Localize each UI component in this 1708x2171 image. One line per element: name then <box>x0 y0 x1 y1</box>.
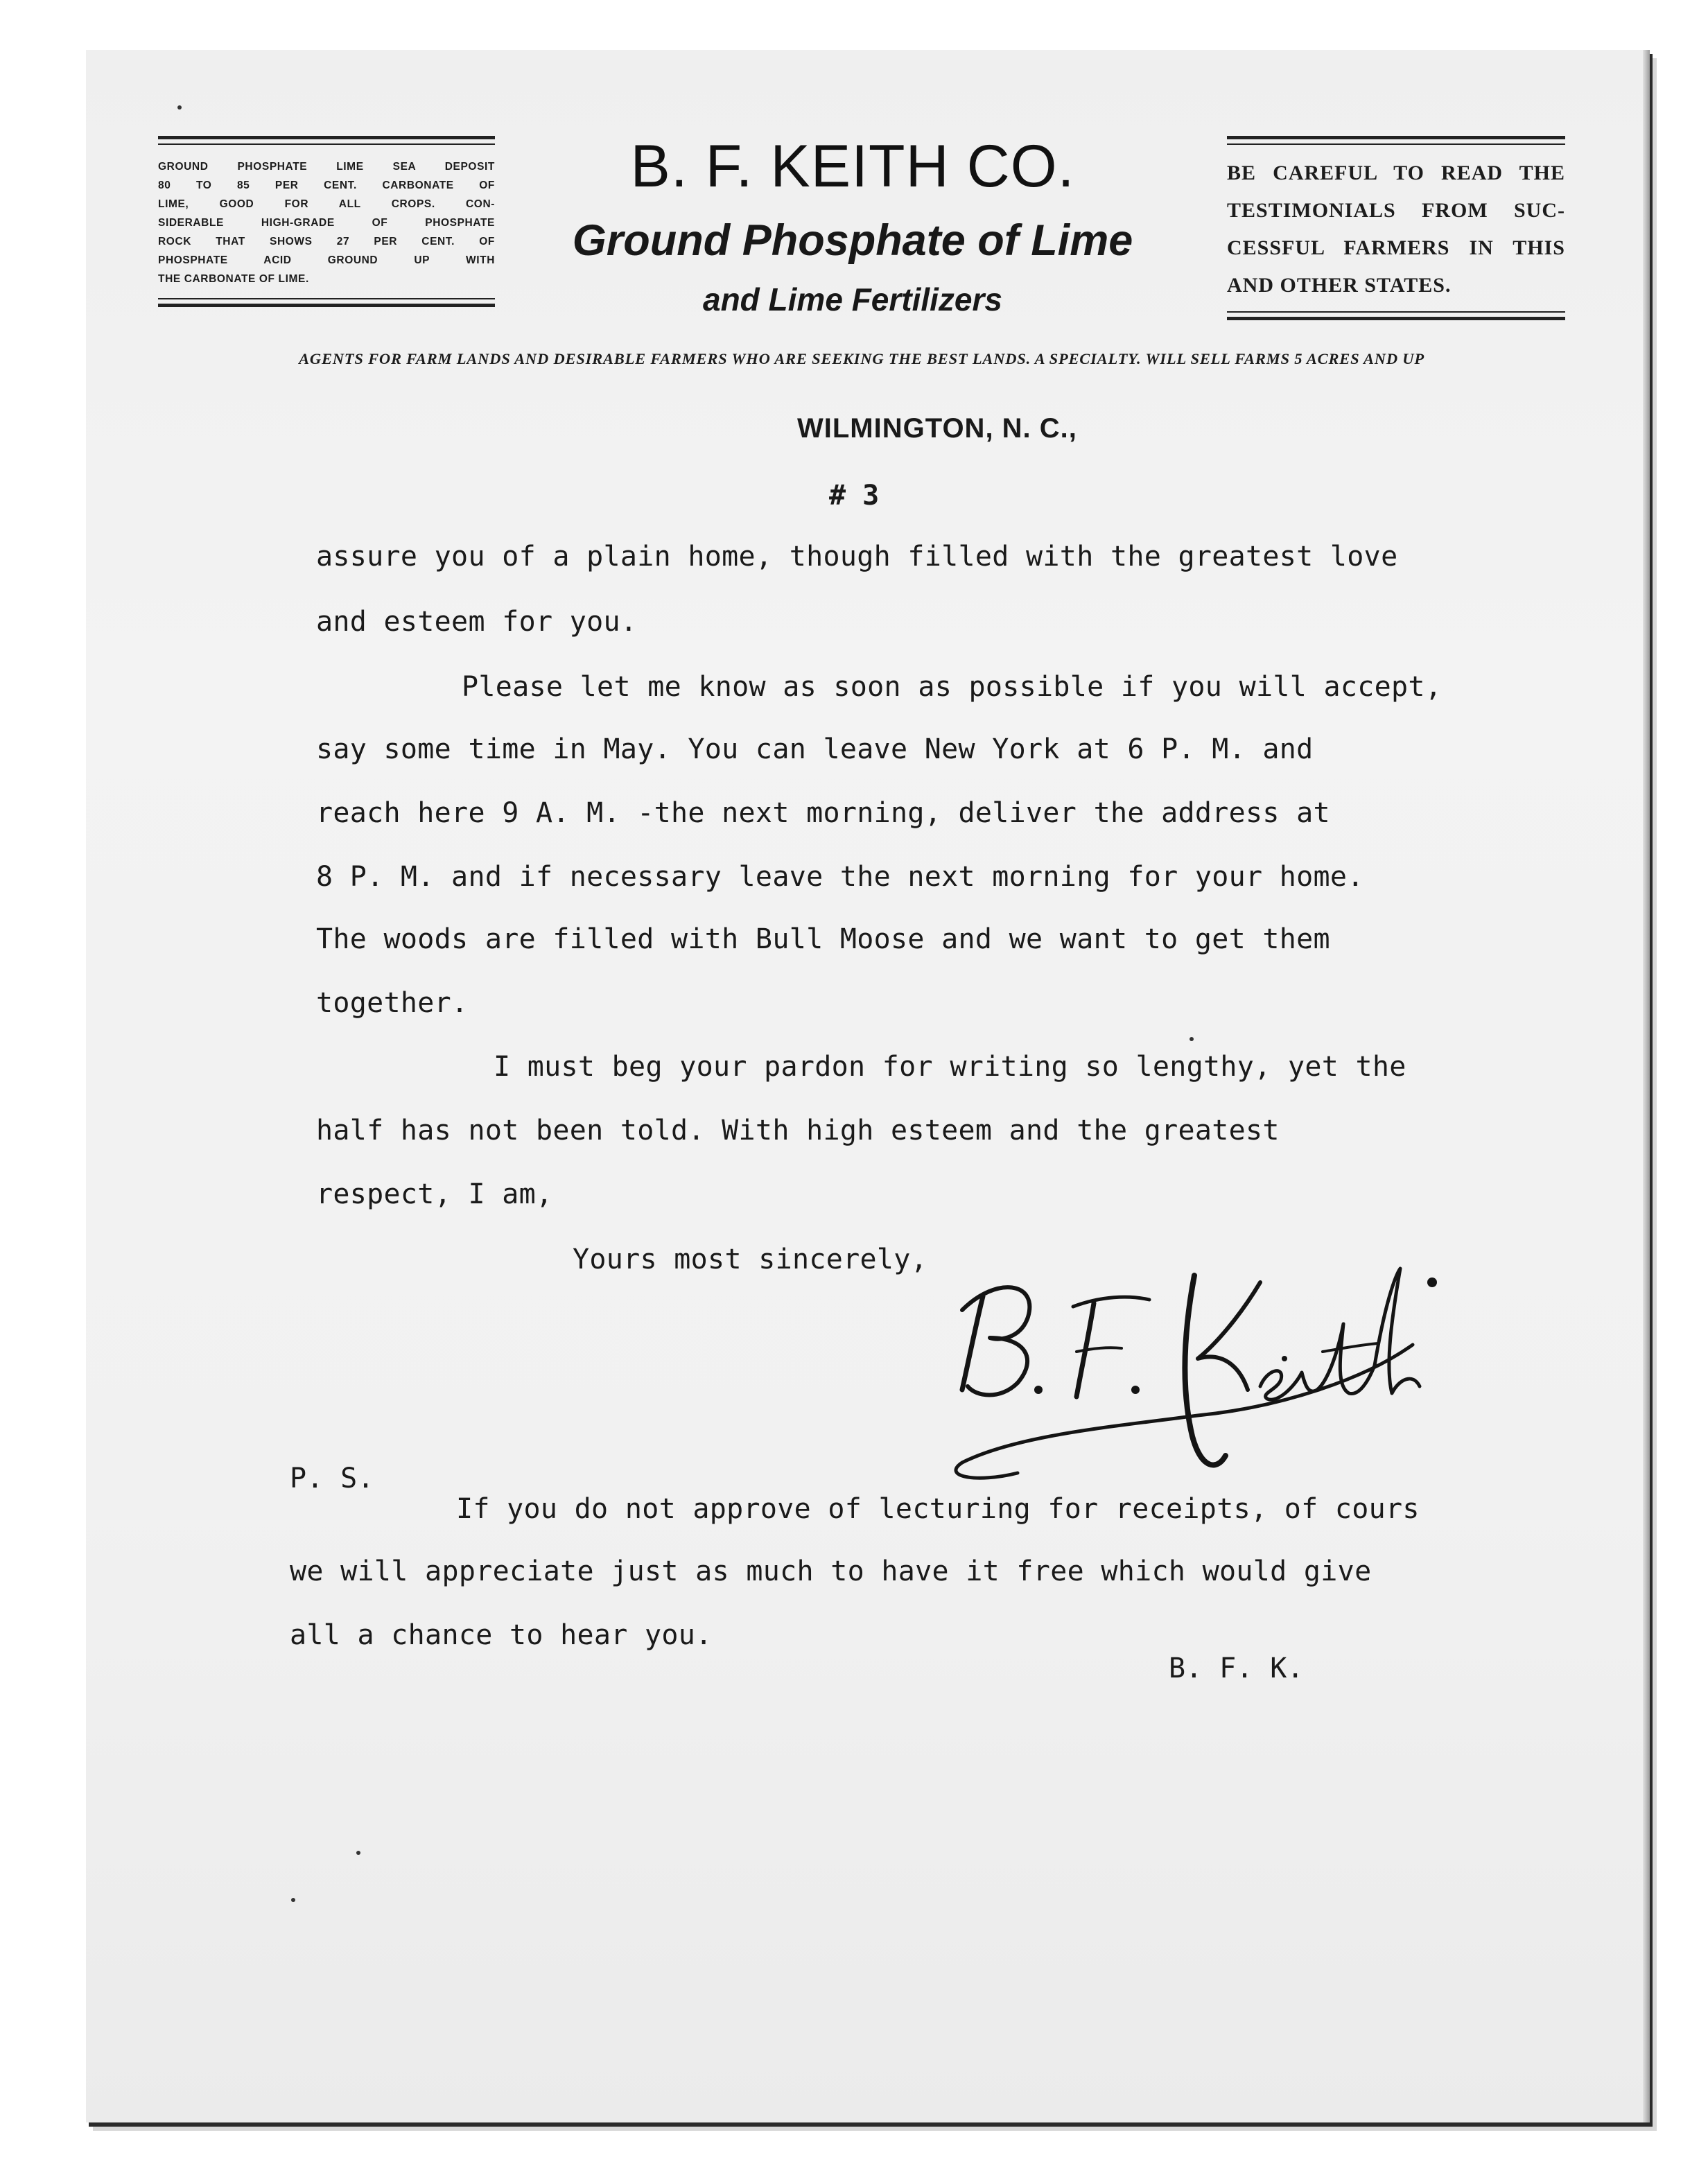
body-line: I must beg your pardon for writing so lengthy, yet the <box>494 1051 1406 1083</box>
ps-line: we will appreciate just as much to have it free which would give <box>290 1555 1372 1587</box>
paper-speck <box>177 105 182 110</box>
city-line: WILMINGTON, N. C., <box>797 413 1077 444</box>
left-box-line: 80 TO 85 PER CENT. CARBONATE OF <box>158 180 495 191</box>
body-line: and esteem for you. <box>316 606 638 638</box>
body-line: half has not been told. With high esteem and the greatest <box>316 1115 1280 1146</box>
letterhead-center <box>541 132 1165 327</box>
paper-speck <box>356 1851 360 1855</box>
left-box-line: LIME, GOOD FOR ALL CROPS. CON- <box>158 198 495 210</box>
page-number: # 3 <box>829 480 880 512</box>
body-line: Please let me know as soon as possible if you will accept, <box>462 671 1443 703</box>
paper-speck <box>1190 1037 1194 1041</box>
right-box-line: AND OTHER STATES. <box>1227 274 1452 297</box>
initials: B. F. K. <box>1169 1653 1305 1684</box>
letterhead-right-box <box>1227 136 1565 320</box>
closing-line: Yours most sincerely, <box>573 1244 928 1275</box>
ps-label: P. S. <box>290 1463 374 1494</box>
ps-line: If you do not approve of lecturing for receipts, of cours <box>456 1493 1420 1525</box>
ps-line: all a chance to hear you. <box>290 1619 713 1651</box>
left-box-line: SIDERABLE HIGH-GRADE OF PHOSPHATE <box>158 217 495 229</box>
agents-line: AGENTS FOR FARM LANDS AND DESIRABLE FARMERS WHO ARE SEEKING THE BEST LANDS. A SPECIALTY. WILL SELL FARMS 5 ACRES AND UP <box>299 350 1424 367</box>
right-box-line: TESTIMONIALS FROM SUC- <box>1227 199 1565 222</box>
company-tagline: Ground Phosphate of Lime <box>572 216 1133 265</box>
company-name: B. F. KEITH CO. <box>630 133 1075 200</box>
body-line: say some time in May. You can leave New York at 6 P. M. and <box>316 733 1314 765</box>
signature-image <box>934 1248 1461 1497</box>
body-line: 8 P. M. and if necessary leave the next morning for your home. <box>316 861 1364 893</box>
right-box-line: BE CAREFUL TO READ THE <box>1227 162 1565 184</box>
body-line: together. <box>316 987 469 1019</box>
body-line: reach here 9 A. M. -the next morning, deliver the address at <box>316 797 1330 829</box>
body-line: respect, I am, <box>316 1178 553 1210</box>
body-line: assure you of a plain home, though filled with the greatest love <box>316 541 1398 573</box>
paper-speck <box>291 1898 295 1902</box>
company-subtagline: and Lime Fertilizers <box>702 281 1002 317</box>
letterhead-left-box <box>158 136 495 307</box>
left-box-line: PHOSPHATE ACID GROUND UP WITH <box>158 254 495 266</box>
left-box-line: THE CARBONATE OF LIME. <box>158 273 309 285</box>
body-line: The woods are filled with Bull Moose and we want to get them <box>316 923 1330 955</box>
left-box-line: ROCK THAT SHOWS 27 PER CENT. OF <box>158 236 495 247</box>
right-box-line: CESSFUL FARMERS IN THIS <box>1227 236 1565 259</box>
left-box-line: GROUND PHOSPHATE LIME SEA DEPOSIT <box>158 161 495 173</box>
